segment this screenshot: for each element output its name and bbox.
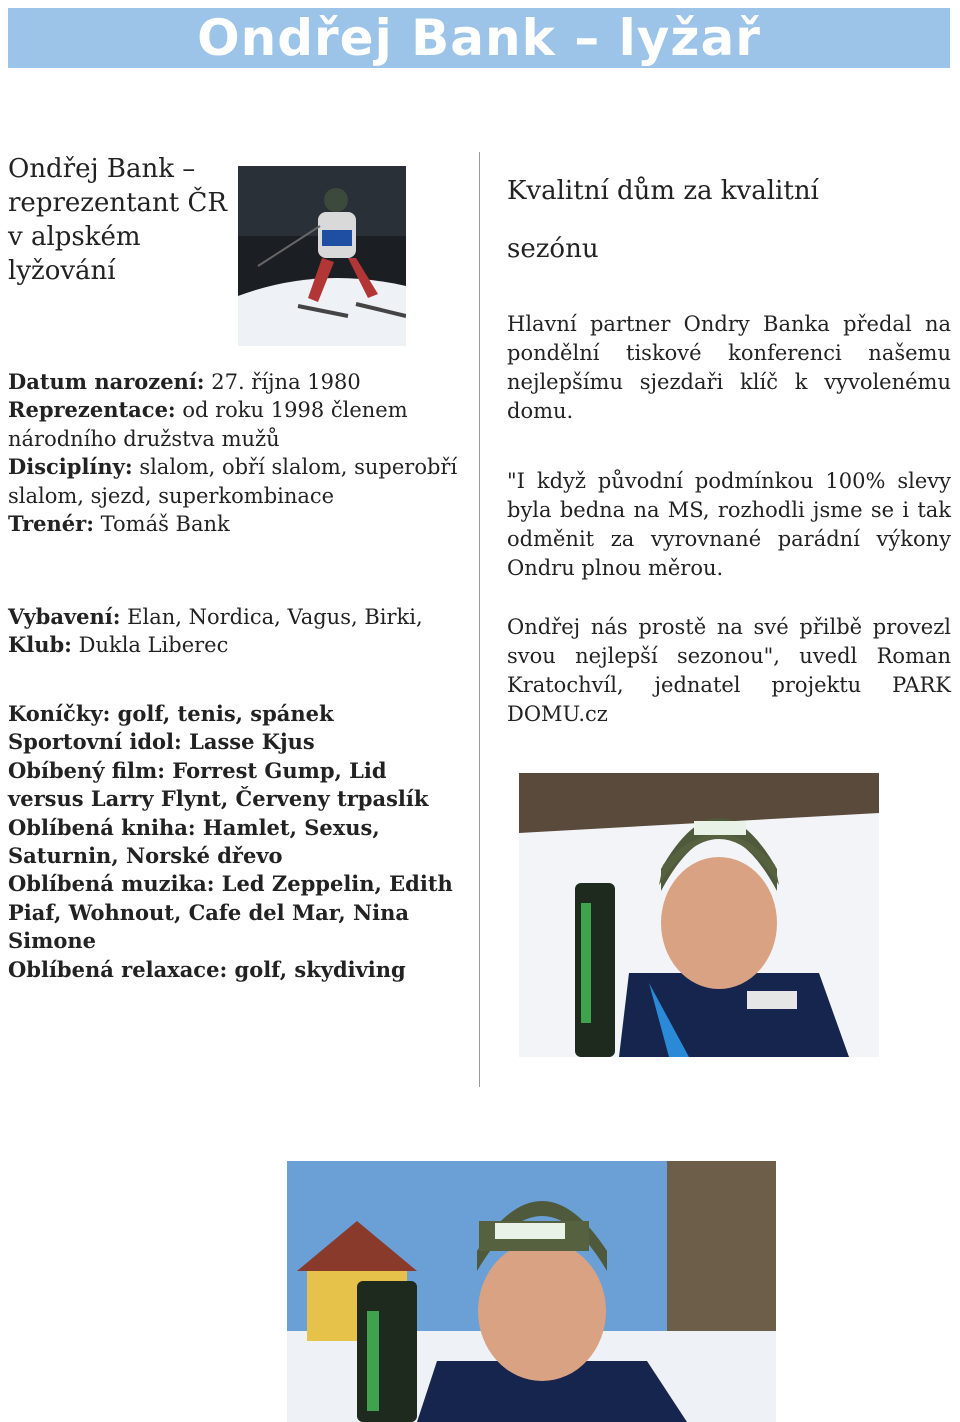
article-paragraph (507, 467, 951, 583)
fact-value: od roku 1998 členem národního družstva mužů (8, 398, 408, 451)
fact-value: Dukla Liberec (71, 633, 229, 658)
basic-facts (8, 368, 468, 538)
fact-label: Klub: (8, 632, 72, 658)
hobby-facts (8, 700, 468, 984)
helmet-portrait-photo (519, 773, 879, 1057)
article-paragraph (507, 310, 951, 426)
hobby-line: Koníčky: golf, tenis, spánek (8, 701, 334, 726)
article-heading: Kvalitní dům za kvalitní (507, 176, 819, 206)
article-paragraph (507, 613, 951, 729)
fact-label: Datum narození: (8, 369, 205, 394)
paragraph-text: Ondřej nás prostě na své přilbě provezl svou nejlepší sezonou", uvedl Roman Kratochvíl, jednatel projektu PARK DOMU.cz (507, 615, 951, 726)
page-title: Ondřej Bank – lyžař (197, 9, 761, 67)
article-heading-continued: sezónu (507, 234, 599, 264)
fact-label: Disciplíny: (8, 454, 133, 480)
slalom-racer-photo (238, 166, 406, 346)
house-portrait-photo (287, 1161, 776, 1422)
hobby-line: Sportovní idol: Lasse Kjus (8, 729, 315, 755)
fact-value: Tomáš Bank (93, 512, 230, 537)
fact-value: Elan, Nordica, Vagus, Birki, (120, 605, 423, 629)
paragraph-text: "I když původní podmínkou 100% slevy byla bedna na MS, rozhodli jsme se i tak odměnit za vyrovnané parádní výkony Ondru plnou měrou. (507, 469, 951, 580)
fact-value: 27. října 1980 (204, 370, 361, 394)
fact-label: Vybavení: (8, 604, 121, 629)
intro-text: Ondřej Bank – reprezentant ČR v alpském lyžování (8, 154, 227, 286)
hobby-line: Oblíbená kniha: Hamlet, Sexus, Saturnin, Norské dřevo (8, 814, 380, 869)
fact-label: Reprezentace: (8, 397, 176, 423)
column-divider (479, 152, 480, 1087)
paragraph-text: Hlavní partner Ondry Banka předal na pondělní tiskové konferenci našemu nejlepšímu sjezdaři klíč k vyvolenému domu. (507, 312, 951, 423)
title-banner (8, 8, 950, 68)
fact-value: slalom, obří slalom, superobří slalom, sjezd, superkombinace (8, 455, 458, 508)
hobby-line: Obíbený film: Forrest Gump, Lid versus Larry Flynt, Červeny trpaslík (8, 757, 429, 812)
gear-facts (8, 603, 468, 660)
hobby-line: Oblíbená muzika: Led Zeppelin, Edith Piaf, Wohnout, Cafe del Mar, Nina Simone (8, 871, 453, 954)
fact-label: Trenér: (8, 511, 94, 537)
hobby-line: Oblíbená relaxace: golf, skydiving (8, 956, 406, 982)
